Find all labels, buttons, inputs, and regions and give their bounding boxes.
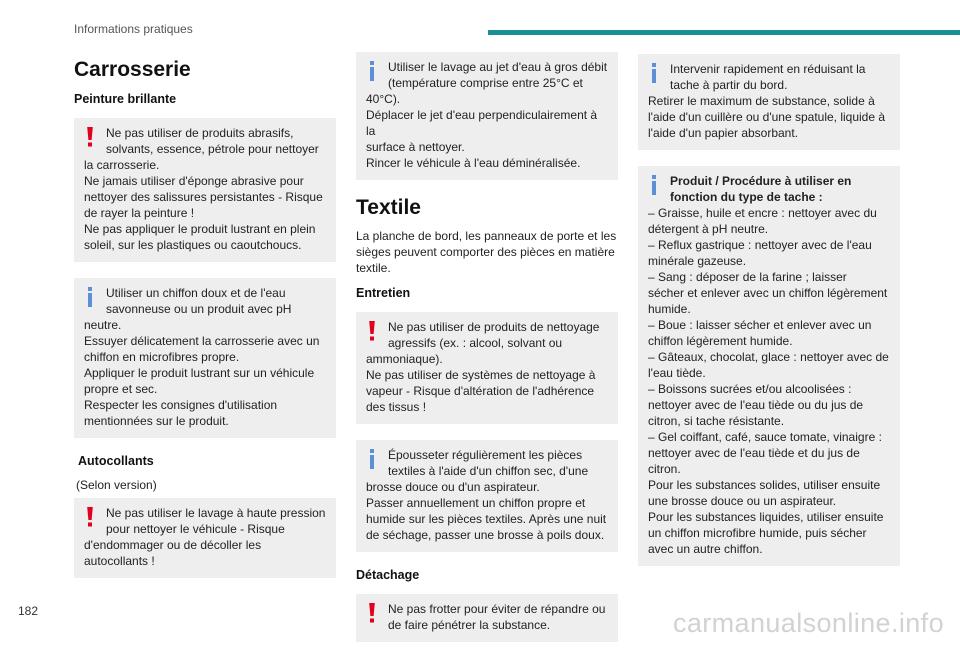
note-text-line: Ne pas frotter pour éviter de répandre ou (388, 602, 606, 616)
note-text-line: Produit / Procédure à utiliser en (670, 174, 852, 188)
note-text-line: textiles à l'aide d'un chiffon sec, d'une (388, 464, 589, 478)
note-text-line: Ne pas utiliser de produits de nettoyage (388, 320, 600, 334)
note-text-line: minérale gazeuse. (648, 254, 747, 268)
info-icon (85, 286, 95, 308)
note-text-line: une brosse douce ou un aspirateur. (648, 494, 837, 508)
note-text-line: un chiffon microfibre humide, puis sécher (648, 526, 867, 540)
note-text-line: Ne pas utiliser le lavage à haute pression (106, 506, 326, 520)
version-note: (Selon version) (76, 478, 157, 492)
note-text-line: Ne pas utiliser de systèmes de nettoyage à (366, 368, 596, 382)
note-text-line: nettoyer des salissures persistantes - Risque (84, 190, 323, 204)
note-text-line: vapeur - Risque d'altération de l'adhérence (366, 384, 595, 398)
note-text-line: pour nettoyer le véhicule - Risque (106, 522, 285, 536)
text-line: La planche de bord, les panneaux de porte et les (356, 229, 617, 243)
note-text-line: l'aide d'un papier absorbant. (648, 126, 799, 140)
note-text-line: Utiliser le lavage au jet d'eau à gros débit (388, 60, 608, 74)
warning-box-autocollants (74, 498, 336, 578)
note-text-line: Ne jamais utiliser d'éponge abrasive pour (84, 174, 304, 188)
info-box-procedure (638, 166, 900, 566)
warning-box-entretien (356, 312, 618, 424)
note-text-line: – Boue : laisser sécher et enlever avec un (648, 318, 872, 332)
note-text-line: Respecter les consignes d'utilisation (84, 398, 278, 412)
note-text-line: solvants, essence, pétrole pour nettoyer (106, 142, 319, 156)
note-text-line: propre et sec. (84, 382, 158, 396)
note-text-line: soleil, sur les plastiques ou caoutchoucs. (84, 238, 302, 252)
note-text-line: Pour les substances liquides, utiliser ensuite (648, 510, 884, 524)
note-text-line: nettoyer avec de l'eau tiède ou du jus de (648, 398, 864, 412)
note-text-line: – Gel coiffant, café, sauce tomate, vinaigre : (648, 430, 882, 444)
subtitle-autocollants: Autocollants (78, 454, 154, 468)
note-text-line: – Reflux gastrique : nettoyer avec de l'eau (648, 238, 872, 252)
note-text-line: – Boissons sucrées et/ou alcoolisées : (648, 382, 852, 396)
note-text-line: l'aide d'un cuillère ou d'une spatule, liquide à (648, 110, 886, 124)
note-text-line: Ne pas appliquer le produit lustrant en plein (84, 222, 316, 236)
header-accent-bar (488, 30, 960, 35)
warning-icon (85, 506, 95, 528)
note-text-line: l'eau tiède. (648, 366, 706, 380)
note-text-line: mentionnées sur le produit. (84, 414, 229, 428)
note-text-line: chiffon en microfibres propre. (84, 350, 240, 364)
note-text-line: de rayer la peinture ! (84, 206, 195, 220)
note-text-line: fonction du type de tache : (670, 190, 823, 204)
note-text-line: nettoyer avec de l'eau tiède et du jus de (648, 446, 860, 460)
info-box-entretien (356, 440, 618, 552)
note-text-line: avec un autre chiffon. (648, 542, 763, 556)
note-text-line: détergent à pH neutre. (648, 222, 769, 236)
text-line: textile. (356, 261, 391, 275)
note-text-line: chiffon légèrement humide. (648, 334, 793, 348)
note-text-line: Passer annuellement un chiffon propre et (366, 496, 586, 510)
note-text-line: sécher et enlever avec un chiffon légèrement (648, 286, 888, 300)
note-text-line: – Graisse, huile et encre : nettoyer avec du (648, 206, 877, 220)
note-text-line: de faire pénétrer la substance. (388, 618, 551, 632)
note-text-line: d'endommager ou de décoller les (84, 538, 262, 552)
note-text-line: Ne pas utiliser de produits abrasifs, (106, 126, 294, 140)
note-text-line: des tissus ! (366, 400, 427, 414)
note-text-line: ammoniaque). (366, 352, 443, 366)
note-text-line: la carrosserie. (84, 158, 160, 172)
info-icon (649, 174, 659, 196)
info-box-peinture (74, 278, 336, 438)
note-text-line: humide sur les pièces textiles. Après une nuit (366, 512, 607, 526)
note-text-line: Appliquer le produit lustrant sur un véhicule (84, 366, 315, 380)
note-text-line: surface à nettoyer. (366, 140, 465, 154)
note-text-line: Utiliser un chiffon doux et de l'eau (106, 286, 286, 300)
info-icon (367, 448, 377, 470)
note-text-line: Essuyer délicatement la carrosserie avec un (84, 334, 320, 348)
note-text-line: – Gâteaux, chocolat, glace : nettoyer avec de (648, 350, 889, 364)
warning-icon (85, 126, 95, 148)
note-text-line: autocollants ! (84, 554, 155, 568)
note-text-line: Déplacer le jet d'eau perpendiculairement à la (366, 108, 598, 138)
column-2 (356, 52, 618, 658)
section-title-carrosserie: Carrosserie (74, 58, 191, 81)
textile-intro (356, 228, 618, 276)
column-3 (638, 54, 900, 582)
note-text-line: Épousseter régulièrement les pièces (388, 448, 583, 462)
note-text-line: agressifs (ex. : alcool, solvant ou (388, 336, 563, 350)
subtitle-detachage: Détachage (356, 568, 420, 582)
note-text-line: citron. (648, 462, 681, 476)
note-text-line: (température comprise entre 25°C et (388, 76, 583, 90)
note-text-line: humide. (648, 302, 691, 316)
note-text-line: neutre. (84, 318, 122, 332)
info-box-intervenir (638, 54, 900, 150)
subtitle-peinture: Peinture brillante (74, 92, 177, 106)
warning-box-detachage (356, 594, 618, 642)
note-text-line: Retirer le maximum de substance, solide à (648, 94, 875, 108)
note-text-line: de séchage, passer une brosse à poils doux. (366, 528, 605, 542)
warning-icon (367, 602, 377, 624)
column-1 (74, 52, 336, 594)
subtitle-entretien: Entretien (356, 286, 411, 300)
running-header: Informations pratiques (74, 22, 193, 36)
note-text-line: citron, si tache résistante. (648, 414, 785, 428)
note-text-line: Rincer le véhicule à l'eau déminéralisée. (366, 156, 581, 170)
note-text-line: brosse douce ou d'un aspirateur. (366, 480, 540, 494)
section-title-textile: Textile (356, 196, 421, 219)
note-text-line: – Sang : déposer de la farine ; laisser (648, 270, 847, 284)
note-text-line: tache à partir du bord. (670, 78, 788, 92)
note-text-line: savonneuse ou un produit avec pH (106, 302, 292, 316)
note-text-line: Pour les substances solides, utiliser ensuite (648, 478, 881, 492)
warning-icon (367, 320, 377, 342)
note-text-line: 40°C). (366, 92, 401, 106)
info-icon (649, 62, 659, 84)
watermark: carmanualsonline.info (672, 608, 944, 638)
warning-box-peinture (74, 118, 336, 262)
text-line: sièges peuvent comporter des pièces en matière (356, 245, 615, 259)
page-number: 182 (18, 604, 39, 618)
info-box-lavage (356, 52, 618, 180)
info-icon (367, 60, 377, 82)
note-text-line: Intervenir rapidement en réduisant la (670, 62, 866, 76)
